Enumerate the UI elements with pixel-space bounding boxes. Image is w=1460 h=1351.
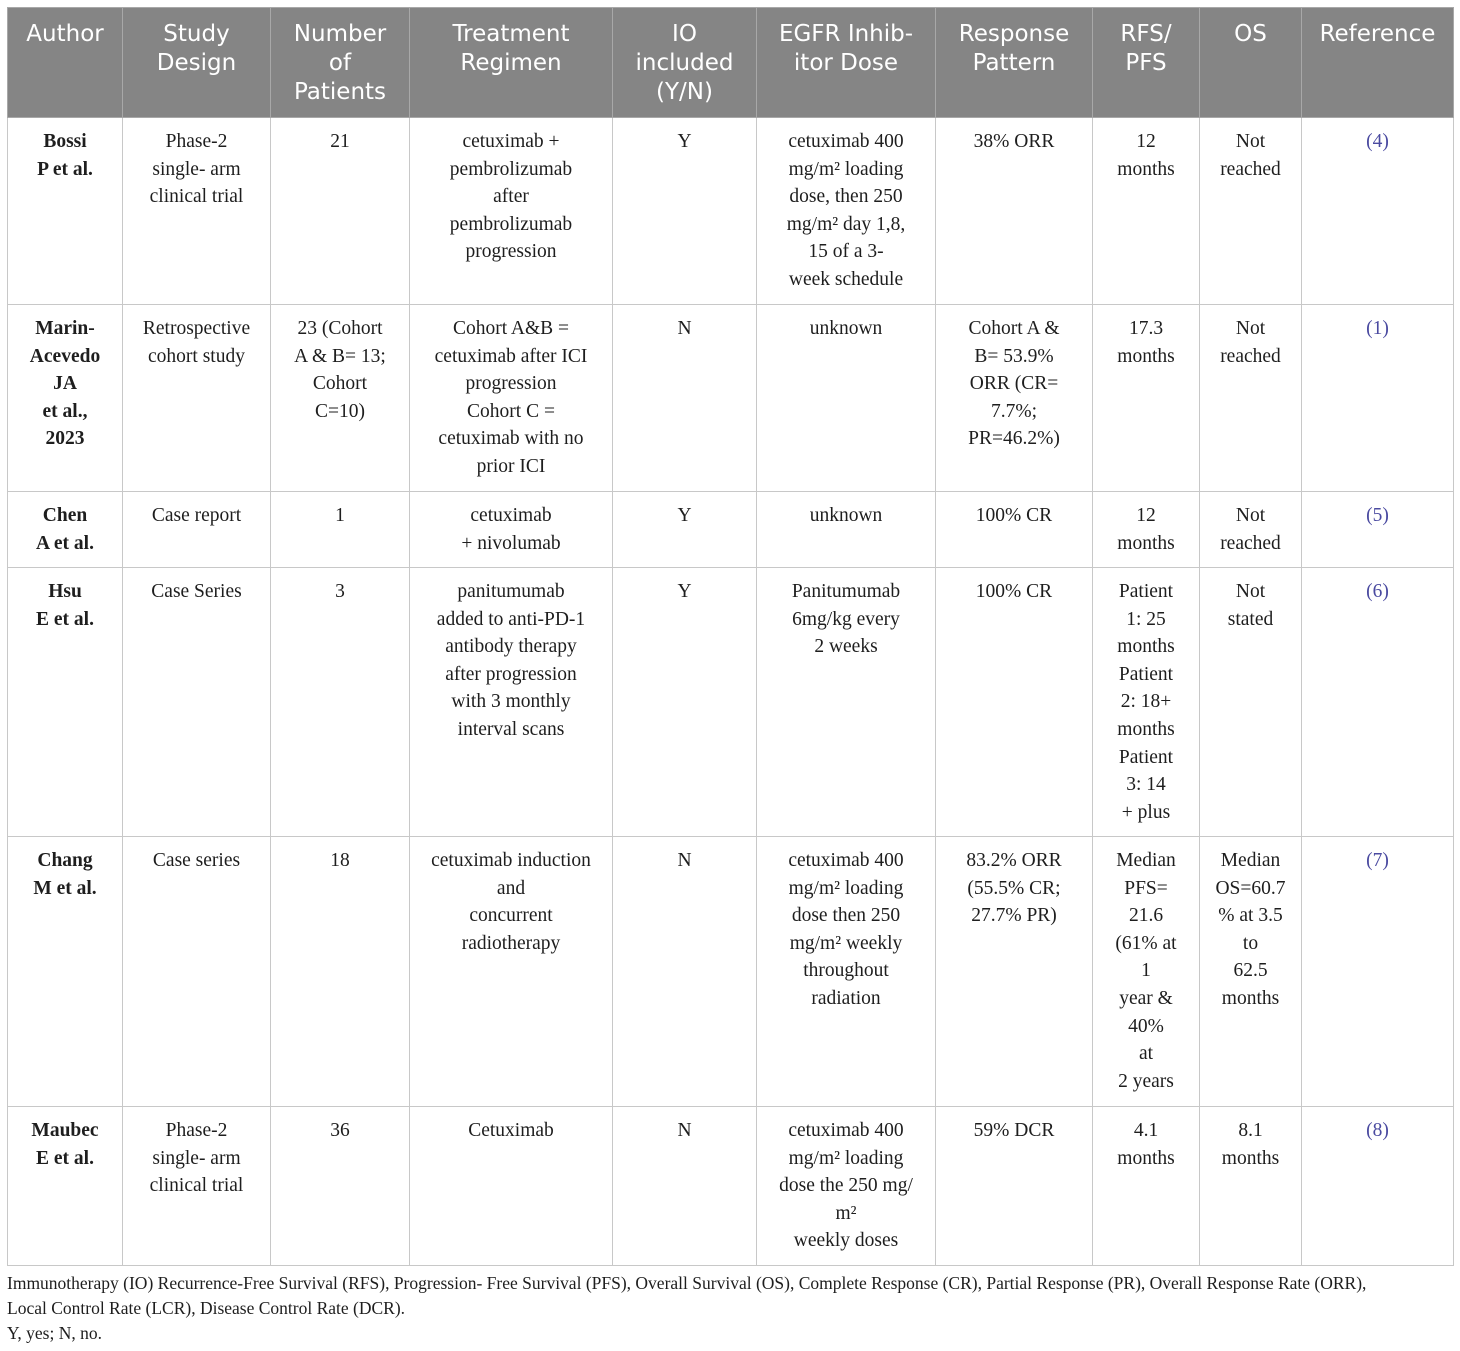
cell-text-line: reached: [1220, 158, 1281, 180]
cell-text-line: added to anti-PD-1: [436, 608, 586, 630]
cell-text-line: Cetuximab: [468, 1120, 554, 1141]
cell-response: [936, 837, 1093, 1107]
col-dose-header: [757, 8, 936, 118]
cell-text-line: JA: [53, 373, 77, 395]
cell-response: [936, 492, 1093, 568]
cell-text-line: 83.2% ORR: [966, 850, 1062, 871]
cell-text-line: N: [677, 1120, 692, 1141]
footnote-line: Y, yes; N, no.: [7, 1323, 102, 1343]
cell-patients: [271, 568, 410, 837]
cell-design: [123, 118, 271, 305]
cell-dose: [757, 837, 936, 1107]
cell-text-line: Case report: [151, 505, 242, 526]
cell-text-line: 1: [335, 505, 345, 526]
cell-regimen: [410, 837, 613, 1107]
cell-text-line: 40%: [1128, 1015, 1164, 1037]
cell-text-line: 62.5: [1233, 960, 1268, 982]
cell-response: [936, 118, 1093, 305]
cell-text-line: Cohort: [312, 373, 368, 395]
cell-text-line: after progression: [445, 663, 577, 685]
cell-patients: [271, 1107, 410, 1266]
cell-text-line: Acevedo: [29, 345, 101, 367]
cell-text-line: cetuximab 400: [788, 131, 904, 152]
cell-text-line: Bossi: [43, 131, 87, 152]
cell-text-line: et al.,: [42, 400, 88, 422]
cell-text-line: radiotherapy: [461, 932, 561, 954]
cell-text-line: Y: [677, 581, 692, 602]
cell-text-line: mg/m² loading: [788, 1147, 904, 1169]
cell-dose: [757, 1107, 936, 1266]
cell-text-line: mg/m² day 1,8,: [786, 213, 906, 235]
cell-text-line: 8.1: [1238, 1120, 1263, 1141]
cell-text-line: progression: [465, 373, 557, 395]
footnote-line: Immunotherapy (IO) Recurrence-Free Survival (RFS), Progression- Free Survival (PFS), Overall Survival (OS), Complete Response (CR), Partial Response (PR), Overall Response Rate (ORR),: [7, 1273, 1367, 1293]
cell-text-line: N: [677, 850, 692, 871]
cell-text-line: single- arm: [152, 1147, 241, 1169]
cell-text-line: months: [1221, 1147, 1280, 1169]
cell-text-line: to: [1242, 932, 1259, 954]
table-row: [8, 305, 1454, 492]
cell-text-line: Not: [1235, 505, 1266, 526]
col-reference-header: [1302, 8, 1454, 118]
header-label-line: of: [328, 50, 352, 76]
header-label-line: RFS/: [1120, 21, 1172, 47]
cell-os: [1200, 492, 1302, 568]
cell-response: [936, 305, 1093, 492]
cell-author: [8, 1107, 123, 1266]
cell-text-line: cetuximab 400: [788, 1120, 904, 1141]
cell-text-line: (61% at: [1115, 932, 1177, 954]
col-io-header: [613, 8, 757, 118]
cell-text-line: prior ICI: [476, 455, 546, 477]
cell-io: [613, 1107, 757, 1266]
cell-text-line: Not: [1235, 131, 1266, 152]
cell-text-line: % at 3.5: [1218, 905, 1283, 927]
header-label-line: PFS: [1125, 50, 1167, 76]
header-label-line: included: [635, 50, 734, 76]
cell-text-line: mg/m² loading: [788, 158, 904, 180]
cell-text-line: with 3 monthly: [451, 691, 571, 713]
cell-text-line: N: [677, 318, 692, 339]
header-label-line: Author: [26, 21, 104, 47]
cell-text-line: dose, then 250: [789, 186, 903, 208]
cell-regimen: [410, 305, 613, 492]
cell-text-line: cohort study: [148, 345, 245, 367]
cell-text-line: dose the 250 mg/: [779, 1175, 913, 1197]
cell-rfs: [1093, 568, 1200, 837]
footnote-line: Local Control Rate (LCR), Disease Control Rate (DCR).: [7, 1298, 406, 1318]
cell-text-line: Chang: [37, 850, 93, 871]
cell-text-line: Chen: [42, 505, 88, 526]
cell-text-line: mg/m² weekly: [789, 932, 903, 954]
cell-text-line: mg/m² loading: [788, 877, 904, 899]
cell-text-line: Patient: [1118, 746, 1174, 768]
cell-design: [123, 1107, 271, 1266]
cell-text-line: clinical trial: [149, 1175, 244, 1197]
header-label-line: (Y/N): [656, 79, 713, 105]
cell-text-line: C=10): [315, 400, 365, 422]
cell-text-line: 23 (Cohort: [297, 318, 383, 339]
cell-text-line: PR=46.2%): [968, 428, 1060, 450]
cell-text-line: dose then 250: [791, 905, 901, 927]
col-patients-header: [271, 8, 410, 118]
cell-text-line: cetuximab induction: [431, 850, 591, 871]
cell-author: [8, 305, 123, 492]
cell-text-line: clinical trial: [149, 186, 244, 208]
cell-text-line: 7.7%;: [990, 400, 1038, 422]
header-label-line: Study: [163, 21, 230, 47]
cell-patients: [271, 837, 410, 1107]
cell-text-line: 15 of a 3-: [808, 241, 884, 263]
cell-text-line: Retrospective: [142, 318, 251, 339]
cell-text-line: A et al.: [36, 532, 94, 554]
cell-ref[interactable]: [1302, 1107, 1454, 1266]
cell-text-line: 38% ORR: [973, 131, 1055, 152]
table-row: [8, 492, 1454, 568]
study-table: [7, 7, 1454, 1266]
cell-dose: [757, 118, 936, 305]
cell-response: [936, 1107, 1093, 1266]
cell-text-line: 2023: [45, 428, 85, 450]
cell-text-line: (55.5% CR;: [967, 877, 1061, 899]
cell-text-line: at: [1138, 1043, 1154, 1065]
reference-link[interactable]: (8): [1366, 1120, 1389, 1141]
cell-text-line: 2 years: [1118, 1070, 1174, 1092]
cell-text-line: + nivolumab: [461, 532, 561, 554]
cell-text-line: cetuximab +: [462, 131, 560, 152]
cell-rfs: [1093, 1107, 1200, 1266]
cell-text-line: unknown: [809, 318, 883, 339]
table-footnotes: [7, 1271, 1457, 1346]
col-response-header: [936, 8, 1093, 118]
cell-text-line: single- arm: [152, 158, 241, 180]
cell-text-line: E et al.: [36, 1147, 94, 1169]
reference-link[interactable]: (4): [1366, 131, 1389, 152]
cell-text-line: 27.7% PR): [971, 905, 1057, 927]
cell-text-line: PFS=: [1124, 877, 1168, 899]
header-row: [8, 8, 1454, 118]
table-row: [8, 1107, 1454, 1266]
reference-link[interactable]: (6): [1366, 581, 1389, 602]
cell-text-line: Y: [677, 505, 692, 526]
cell-author: [8, 568, 123, 837]
cell-rfs: [1093, 305, 1200, 492]
header-label-line: Treatment: [452, 21, 570, 47]
header-label-line: IO: [672, 21, 697, 47]
cell-text-line: stated: [1227, 608, 1274, 630]
col-regimen-header: [410, 8, 613, 118]
cell-text-line: 2: 18+: [1120, 691, 1172, 713]
cell-text-line: OS=60.7: [1215, 877, 1286, 899]
cell-text-line: 6mg/kg every: [792, 608, 900, 630]
cell-text-line: 100% CR: [975, 581, 1053, 602]
cell-text-line: reached: [1220, 532, 1281, 554]
header-label-line: Regimen: [460, 50, 562, 76]
cell-text-line: week schedule: [788, 268, 904, 290]
table-row: [8, 568, 1454, 837]
cell-patients: [271, 118, 410, 305]
cell-text-line: months: [1221, 987, 1280, 1009]
header-label-line: Reference: [1319, 21, 1436, 47]
cell-text-line: cetuximab 400: [788, 850, 904, 871]
cell-design: [123, 492, 271, 568]
cell-text-line: after: [493, 186, 529, 208]
cell-text-line: 12: [1136, 505, 1156, 526]
cell-text-line: E et al.: [36, 608, 94, 630]
cell-design: [123, 837, 271, 1107]
reference-link[interactable]: (5): [1366, 505, 1389, 526]
cell-os: [1200, 837, 1302, 1107]
cell-text-line: 21: [330, 131, 350, 152]
cell-design: [123, 305, 271, 492]
cell-text-line: months: [1117, 532, 1175, 554]
cell-text-line: 21.6: [1128, 905, 1164, 927]
cell-text-line: interval scans: [457, 718, 565, 740]
cell-text-line: Not: [1235, 318, 1266, 339]
cell-text-line: Patient: [1118, 663, 1174, 685]
cell-text-line: 2 weeks: [814, 636, 878, 658]
cell-text-line: m²: [835, 1202, 857, 1224]
cell-text-line: throughout: [803, 960, 889, 982]
cell-text-line: unknown: [809, 505, 883, 526]
cell-text-line: 12: [1136, 131, 1156, 152]
cell-author: [8, 492, 123, 568]
cell-os: [1200, 568, 1302, 837]
header-label-line: Design: [156, 50, 237, 76]
cell-text-line: Y: [677, 131, 692, 152]
cell-patients: [271, 305, 410, 492]
cell-regimen: [410, 118, 613, 305]
cell-text-line: 3: [335, 581, 345, 602]
cell-io: [613, 305, 757, 492]
cell-text-line: 36: [330, 1120, 350, 1141]
cell-text-line: P et al.: [37, 158, 93, 180]
cell-text-line: Case Series: [151, 581, 242, 602]
cell-patients: [271, 492, 410, 568]
col-study-design-header: [123, 8, 271, 118]
header-label-line: itor Dose: [793, 50, 899, 76]
cell-text-line: A & B= 13;: [294, 345, 386, 367]
cell-dose: [757, 492, 936, 568]
cell-text-line: weekly doses: [793, 1230, 899, 1252]
cell-rfs: [1093, 492, 1200, 568]
cell-os: [1200, 118, 1302, 305]
cell-text-line: Maubec: [31, 1120, 99, 1141]
cell-design: [123, 568, 271, 837]
cell-ref[interactable]: [1302, 118, 1454, 305]
cell-text-line: antibody therapy: [445, 636, 577, 658]
cell-response: [936, 568, 1093, 837]
cell-text-line: and: [496, 877, 526, 899]
cell-io: [613, 837, 757, 1107]
cell-text-line: pembrolizumab: [449, 213, 573, 235]
header-label-line: Pattern: [972, 50, 1056, 76]
cell-text-line: 59% DCR: [973, 1120, 1055, 1141]
cell-text-line: Phase-2: [165, 131, 228, 152]
col-os-header: [1200, 8, 1302, 118]
cell-text-line: 100% CR: [975, 505, 1053, 526]
cell-text-line: months: [1117, 1147, 1175, 1169]
cell-text-line: months: [1117, 718, 1175, 740]
cell-author: [8, 118, 123, 305]
cell-dose: [757, 305, 936, 492]
col-author-header: [8, 8, 123, 118]
cell-text-line: months: [1117, 636, 1175, 658]
cell-text-line: year &: [1119, 987, 1173, 1009]
cell-os: [1200, 1107, 1302, 1266]
cell-text-line: months: [1117, 345, 1175, 367]
cell-ref[interactable]: [1302, 837, 1454, 1107]
cell-text-line: 3: 14: [1126, 774, 1166, 796]
cell-os: [1200, 305, 1302, 492]
table-row: [8, 118, 1454, 305]
cell-regimen: [410, 492, 613, 568]
cell-text-line: radiation: [811, 987, 881, 1009]
cell-text-line: Hsu: [48, 581, 82, 602]
cell-text-line: 17.3: [1128, 318, 1164, 339]
cell-text-line: + plus: [1121, 801, 1171, 823]
cell-rfs: [1093, 837, 1200, 1107]
cell-text-line: B= 53.9%: [974, 345, 1054, 367]
cell-rfs: [1093, 118, 1200, 305]
cell-text-line: Median: [1116, 850, 1176, 871]
cell-dose: [757, 568, 936, 837]
cell-text-line: 1: [1141, 960, 1151, 982]
cell-text-line: Patient: [1118, 581, 1174, 602]
cell-text-line: ORR (CR=: [969, 373, 1059, 395]
cell-text-line: Panitumumab: [791, 581, 901, 602]
cell-text-line: progression: [465, 241, 557, 263]
cell-text-line: 18: [330, 850, 350, 871]
cell-text-line: cetuximab: [470, 505, 552, 526]
header-label-line: Number: [293, 21, 387, 47]
cell-ref[interactable]: [1302, 568, 1454, 837]
cell-text-line: Cohort C =: [467, 400, 555, 422]
cell-ref[interactable]: [1302, 305, 1454, 492]
cell-text-line: Phase-2: [165, 1120, 228, 1141]
cell-text-line: reached: [1220, 345, 1281, 367]
cell-text-line: Cohort A&B =: [452, 318, 570, 339]
header-label-line: OS: [1234, 21, 1267, 47]
reference-link[interactable]: (1): [1366, 318, 1389, 339]
cell-io: [613, 568, 757, 837]
table-row: [8, 837, 1454, 1107]
cell-regimen: [410, 568, 613, 837]
cell-text-line: Marin-: [35, 318, 95, 339]
header-label-line: Response: [958, 21, 1070, 47]
col-rfs-header: [1093, 8, 1200, 118]
cell-io: [613, 118, 757, 305]
cell-text-line: Not: [1235, 581, 1266, 602]
cell-text-line: months: [1117, 158, 1175, 180]
cell-text-line: 1: 25: [1126, 608, 1166, 630]
header-label-line: Patients: [293, 79, 387, 105]
cell-text-line: cetuximab after ICI: [434, 345, 588, 367]
cell-text-line: concurrent: [469, 905, 553, 927]
cell-regimen: [410, 1107, 613, 1266]
cell-text-line: Median: [1220, 850, 1281, 871]
cell-text-line: panitumumab: [457, 581, 565, 602]
reference-link[interactable]: (7): [1366, 850, 1389, 871]
header-label-line: EGFR Inhib-: [778, 21, 914, 47]
cell-text-line: Cohort A &: [968, 318, 1060, 339]
cell-ref[interactable]: [1302, 492, 1454, 568]
cell-text-line: M et al.: [33, 877, 97, 899]
cell-author: [8, 837, 123, 1107]
cell-io: [613, 492, 757, 568]
cell-text-line: 4.1: [1133, 1120, 1159, 1141]
cell-text-line: pembrolizumab: [449, 158, 573, 180]
table-container: [7, 7, 1453, 1266]
cell-text-line: cetuximab with no: [438, 428, 584, 450]
cell-text-line: Case series: [152, 850, 241, 871]
